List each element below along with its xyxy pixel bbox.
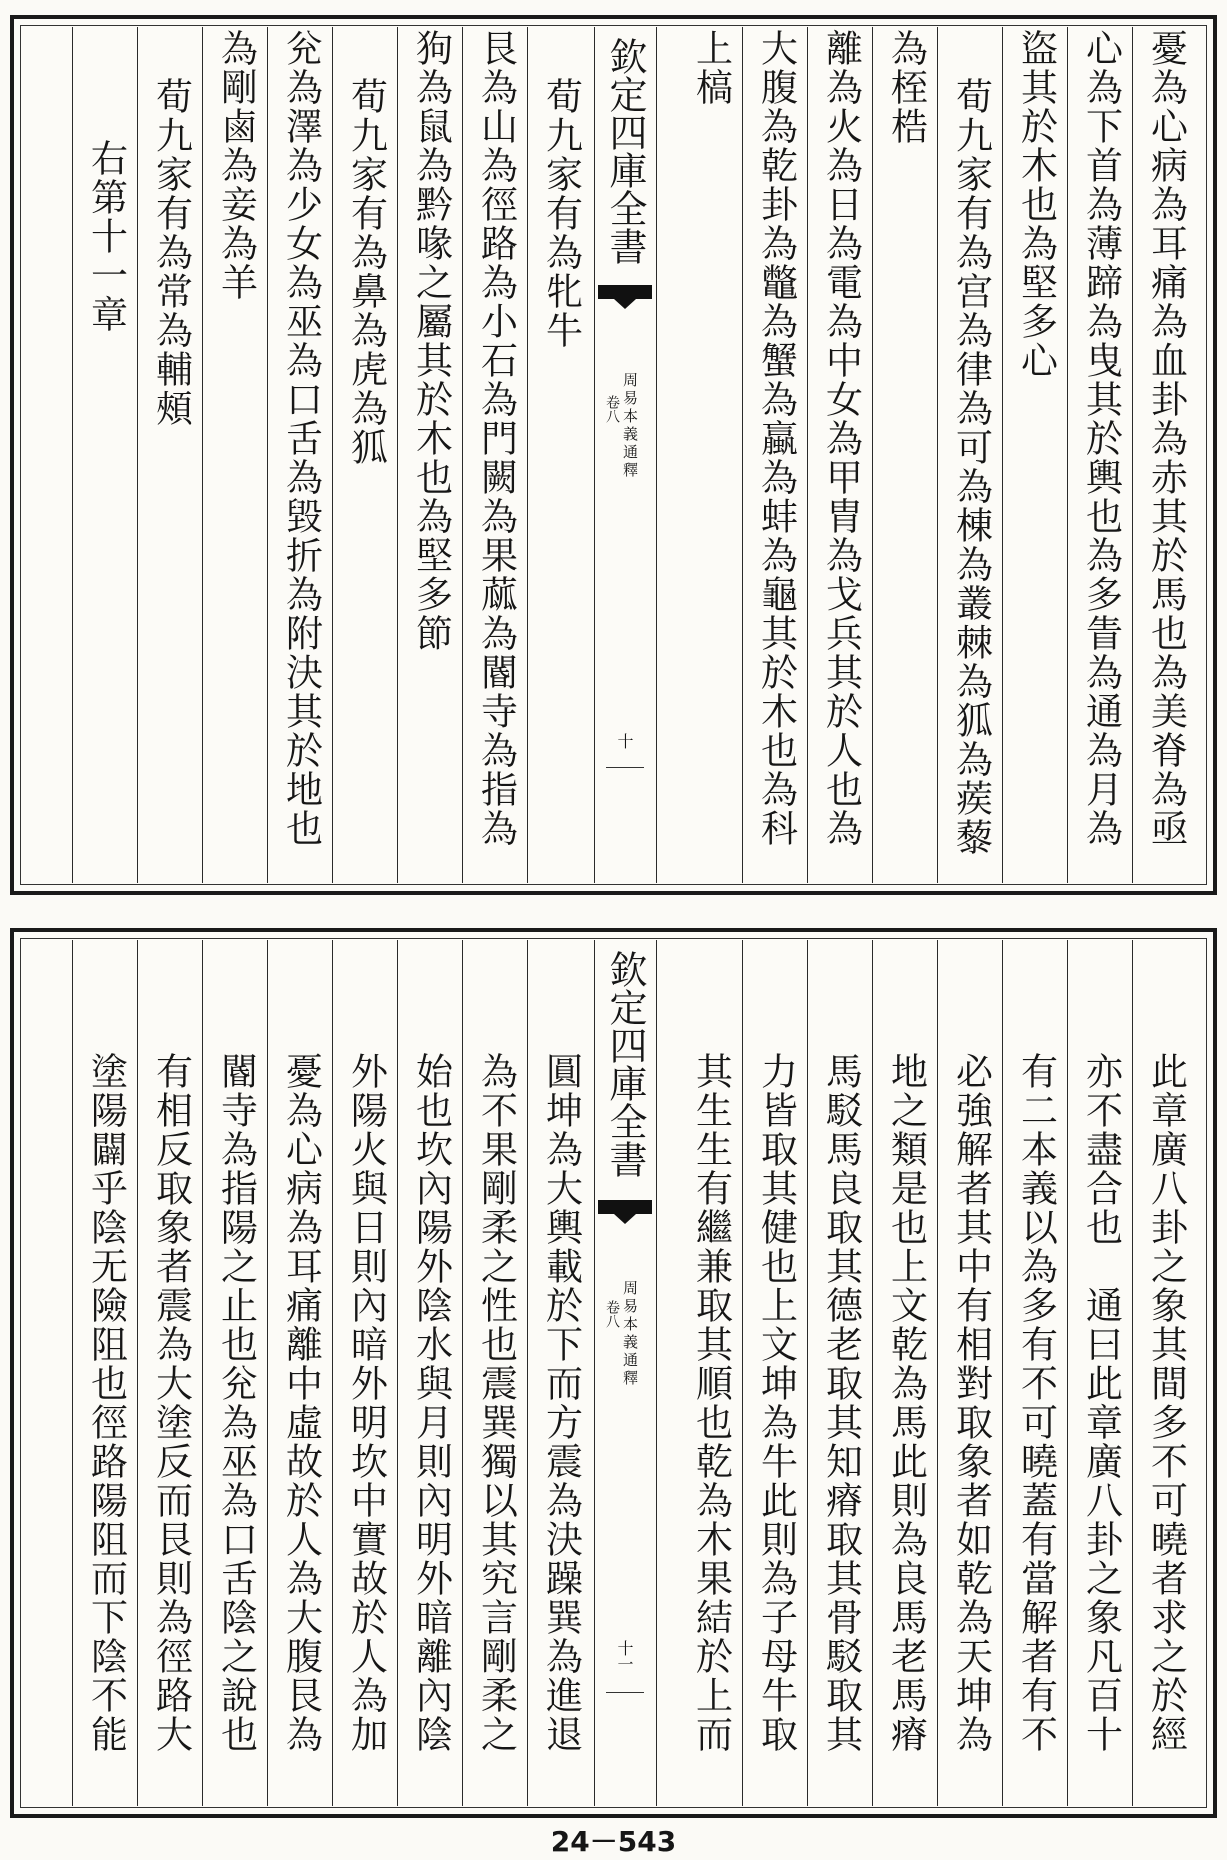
text-column — [681, 29, 741, 881]
text-column — [401, 942, 461, 1804]
column-text: 兊為澤為少女為巫為口舌為毀折為附決其於地也 — [279, 29, 323, 848]
text-column — [1006, 29, 1066, 881]
column-text: 荀九家有為宫為律為可為棟為叢棘為狐為蒺藜 — [949, 77, 993, 857]
center-fold — [596, 940, 654, 1806]
column-divider — [872, 940, 873, 1806]
text-column — [746, 942, 806, 1804]
text-column — [1136, 29, 1196, 881]
fish-tail-mark — [598, 1200, 652, 1214]
center-title-text: 欽定四庫全書 — [603, 37, 647, 265]
column-text: 艮為山為徑路為小石為門闕為果蓏為閽寺為指為 — [474, 29, 518, 848]
column-divider — [1002, 940, 1003, 1806]
text-column — [271, 29, 331, 881]
column-divider — [202, 27, 203, 883]
text-column — [76, 942, 136, 1804]
column-text: 閽寺為指陽之止也兊為巫為口舌陰之說也 — [214, 1052, 258, 1754]
column-divider — [137, 940, 138, 1806]
text-column — [876, 942, 936, 1804]
folio-rule — [606, 767, 644, 768]
column-text: 狗為鼠為黔喙之屬其於木也為堅多節 — [409, 29, 453, 653]
column-text: 為剛鹵為妾為羊 — [214, 29, 258, 302]
text-column — [271, 942, 331, 1804]
text-column — [1071, 942, 1131, 1804]
column-text: 荀九家有為常為輔頰 — [149, 77, 193, 428]
column-text: 有相反取象者震為大塗反而艮則為徑路大 — [149, 1052, 193, 1754]
column-text: 力皆取其健也上文坤為牛此則為子母牛取 — [754, 1052, 798, 1754]
text-column — [941, 942, 1001, 1804]
column-divider — [872, 27, 873, 883]
bottom-page-frame — [10, 928, 1217, 1818]
column-text: 大腹為乾卦為鼈為蟹為蠃為蚌為龜其於木也為科 — [754, 29, 798, 848]
column-text: 為桎梏 — [884, 29, 928, 146]
book-name: 周易本義通釋 — [621, 1280, 639, 1388]
text-column — [746, 29, 806, 881]
column-divider — [1067, 27, 1068, 883]
text-column — [76, 29, 136, 881]
column-divider — [656, 940, 657, 1806]
text-column — [811, 942, 871, 1804]
column-text: 憂為心病為耳痛為血卦為赤其於馬也為美脊為亟 — [1144, 29, 1188, 848]
top-page-frame — [10, 15, 1217, 895]
column-divider — [807, 940, 808, 1806]
text-column — [1006, 942, 1066, 1804]
text-column — [336, 942, 396, 1804]
text-column — [531, 942, 591, 1804]
column-text: 上槁 — [689, 29, 733, 107]
column-divider — [807, 27, 808, 883]
text-column — [466, 942, 526, 1804]
center-title — [596, 950, 654, 1178]
text-column — [811, 29, 871, 881]
text-column — [206, 942, 266, 1804]
column-text: 右第十一章 — [84, 139, 128, 334]
book-name: 周易本義通釋 — [621, 372, 639, 480]
column-divider — [937, 940, 938, 1806]
text-column — [401, 29, 461, 881]
column-divider — [594, 27, 595, 883]
column-divider — [1132, 940, 1133, 1806]
column-divider — [332, 27, 333, 883]
column-divider — [397, 27, 398, 883]
text-column — [141, 942, 201, 1804]
column-text: 有二本義以為多有不可曉蓋有當解者有不 — [1014, 1052, 1058, 1754]
center-title — [596, 37, 654, 265]
text-column — [141, 29, 201, 881]
column-divider — [594, 940, 595, 1806]
text-column — [1071, 29, 1131, 881]
juan-number: 卷八 — [604, 1300, 620, 1328]
column-divider — [527, 27, 528, 883]
column-text: 圓坤為大輿載於下而方震為決躁巽為進退 — [539, 1052, 583, 1754]
text-column — [531, 29, 591, 881]
page-number: 24－543 — [550, 1825, 677, 1858]
column-text: 始也坎內陽外陰水與月則內明外暗離內陰 — [409, 1052, 453, 1754]
column-text: 亦不盡合也 通曰此章廣八卦之象凡百十 — [1079, 1052, 1123, 1754]
column-text: 必強解者其中有相對取象者如乾為天坤為 — [949, 1052, 993, 1754]
text-column — [336, 29, 396, 881]
column-divider — [742, 27, 743, 883]
fish-tail-mark — [598, 285, 652, 299]
column-divider — [1067, 940, 1068, 1806]
text-column — [466, 29, 526, 881]
column-text: 離為火為日為電為中女為甲胄為戈兵其於人也為 — [819, 29, 863, 848]
column-divider — [202, 940, 203, 1806]
column-text: 馬駁馬良取其德老取其知瘠取其骨駁取其 — [819, 1052, 863, 1754]
column-text: 地之類是也上文乾為馬此則為良馬老馬瘠 — [884, 1052, 928, 1754]
column-divider — [267, 27, 268, 883]
column-divider — [1002, 27, 1003, 883]
text-column — [941, 29, 1001, 881]
column-divider — [656, 27, 657, 883]
column-divider — [527, 940, 528, 1806]
column-text: 荀九家有為牝牛 — [539, 77, 583, 350]
folio-number: 十 — [615, 733, 634, 749]
column-divider — [462, 27, 463, 883]
column-divider — [267, 940, 268, 1806]
folio-rule — [606, 1692, 644, 1693]
juan-number: 卷八 — [604, 395, 620, 423]
column-divider — [72, 27, 73, 883]
column-divider — [1132, 27, 1133, 883]
column-text: 此章廣八卦之象其間多不可曉者求之於經 — [1144, 1052, 1188, 1754]
text-column — [1136, 942, 1196, 1804]
column-divider — [462, 940, 463, 1806]
column-text: 盜其於木也為堅多心 — [1014, 29, 1058, 380]
column-text: 為不果剛柔之性也震巽獨以其究言剛柔之 — [474, 1052, 518, 1754]
column-text: 荀九家有為鼻為虎為狐 — [344, 77, 388, 467]
column-divider — [397, 940, 398, 1806]
column-text: 憂為心病為耳痛離中虛故於人為大腹艮為 — [279, 1052, 323, 1754]
column-divider — [937, 27, 938, 883]
center-title-text: 欽定四庫全書 — [603, 950, 647, 1178]
column-text: 塗陽闢乎陰无險阻也徑路陽阻而下陰不能 — [84, 1052, 128, 1754]
column-text: 其生生有繼兼取其順也乾為木果結於上而 — [689, 1052, 733, 1754]
column-divider — [332, 940, 333, 1806]
center-fold — [596, 27, 654, 883]
column-divider — [72, 940, 73, 1806]
column-divider — [137, 27, 138, 883]
column-divider — [742, 940, 743, 1806]
text-column — [876, 29, 936, 881]
text-column — [681, 942, 741, 1804]
column-text: 外陽火與日則內暗外明坎中實故於人為加 — [344, 1052, 388, 1754]
column-text: 心為下首為薄蹄為曳其於輿也為多眚為通為月為 — [1079, 29, 1123, 848]
folio-number: 十一 — [615, 1640, 634, 1672]
text-column — [206, 29, 266, 881]
